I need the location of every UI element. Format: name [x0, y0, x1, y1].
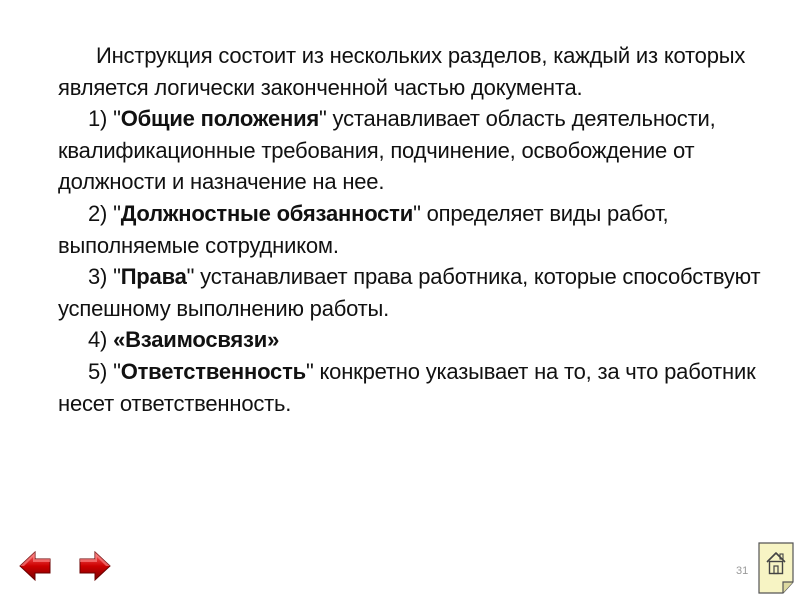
section-description: " конкретно указывает на то, за что работник несет ответственность.	[58, 358, 756, 416]
section-prefix: 2) "	[88, 200, 121, 226]
section-prefix: 3) "	[88, 264, 121, 290]
section-description: " устанавливает область деятельности, квалификационные требования, подчинение, освобождение от должности и назначение на нее.	[58, 106, 716, 195]
section-title: «Взаимосвязи»	[113, 327, 280, 353]
arrow-right-icon	[78, 549, 112, 583]
next-slide-button[interactable]	[78, 549, 112, 583]
previous-slide-button[interactable]	[18, 549, 52, 583]
section-title: Ответственность	[120, 358, 306, 384]
page-number: 31	[736, 565, 749, 577]
arrow-left-icon	[18, 549, 52, 583]
section-item-responsibility	[58, 356, 770, 419]
home-button[interactable]	[756, 540, 796, 596]
home-icon	[756, 540, 796, 596]
section-item-duties	[58, 198, 770, 261]
section-item-general	[58, 103, 770, 198]
section-prefix: 1) "	[88, 106, 121, 132]
section-item-relations	[58, 324, 770, 356]
section-title: Права	[120, 264, 187, 290]
section-prefix: 4)	[88, 327, 114, 353]
slide-body	[58, 40, 770, 419]
section-item-rights	[58, 261, 770, 324]
section-title: Общие положения	[120, 106, 320, 132]
section-description: " устанавливает права работника, которые способствуют успешному выполнению работы.	[58, 264, 761, 321]
section-title: Должностные обязанности	[120, 200, 414, 226]
intro-paragraph: Инструкция состоит из нескольких разделов, каждый из которых является логически законченной частью документа.	[58, 43, 746, 100]
section-description: " определяет виды работ, выполняемые сотрудником.	[58, 200, 669, 258]
section-prefix: 5) "	[88, 358, 121, 384]
